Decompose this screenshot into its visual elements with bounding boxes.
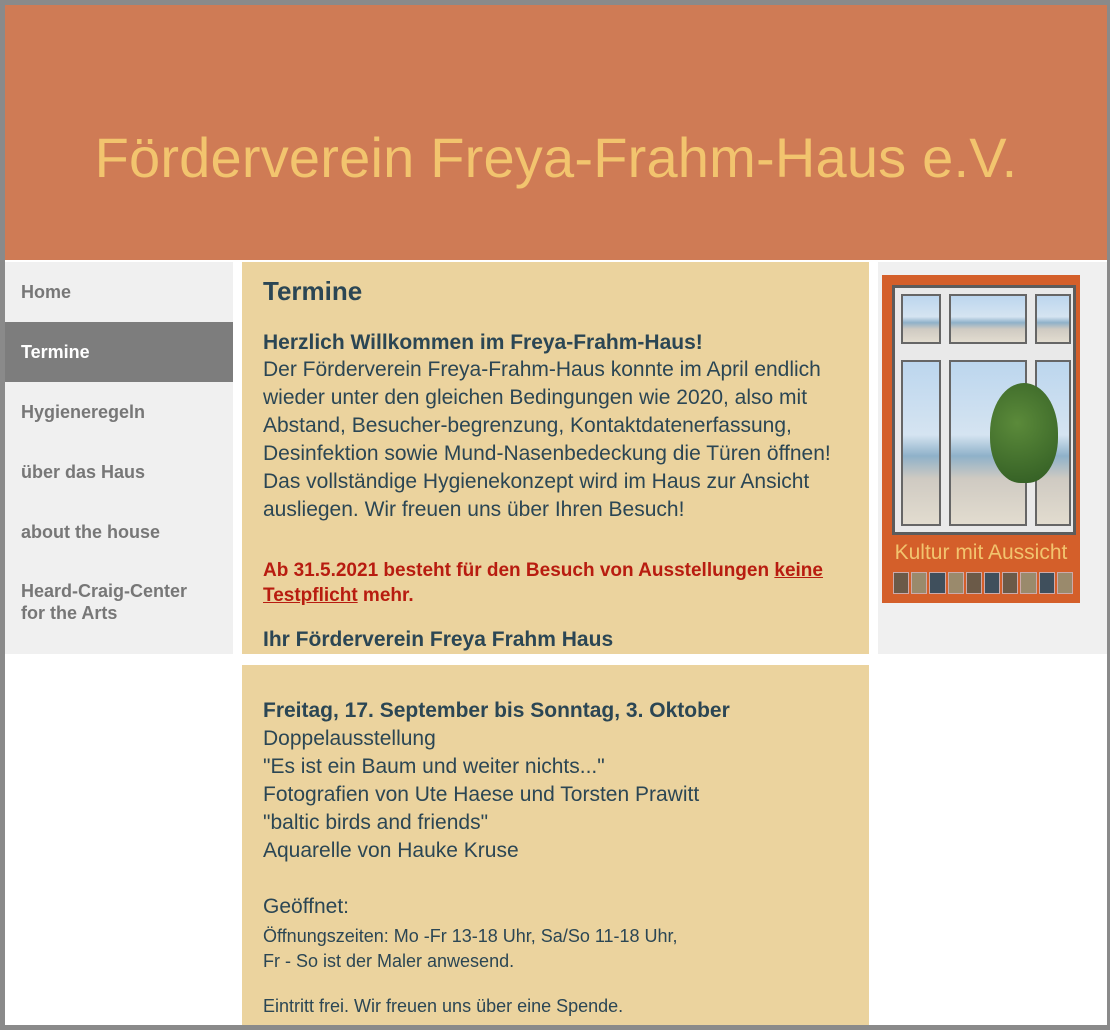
sidebar-nav	[5, 262, 233, 654]
nav-item-termine[interactable]: Termine	[5, 322, 233, 382]
opening-hours	[263, 924, 853, 974]
entry-note: Eintritt frei. Wir freuen uns über eine Spende.	[263, 996, 624, 1016]
right-panel	[878, 262, 1107, 654]
thumbnail	[911, 572, 927, 594]
nav-item-home[interactable]: Home	[21, 282, 72, 302]
thumbnail-strip	[893, 572, 1073, 594]
event-line: Doppelausstellung	[263, 727, 436, 750]
page-title: Termine	[263, 276, 363, 306]
thumbnail	[1057, 572, 1073, 594]
hours-line: Fr - So ist der Maler anwesend.	[263, 951, 515, 971]
event-line: Aquarelle von Hauke Kruse	[263, 839, 519, 862]
thumbnail	[1002, 572, 1018, 594]
window-pane	[901, 360, 941, 526]
event-card	[242, 665, 869, 1030]
window-pane	[1035, 294, 1071, 344]
nav-item-ueber-das-haus[interactable]: über das Haus	[21, 462, 146, 482]
notice-prefix: Ab 31.5.2021 besteht für den Besuch von Ausstellungen	[263, 560, 775, 581]
thumbnail	[893, 572, 909, 594]
hours-line: Öffnungszeiten: Mo -Fr 13-18 Uhr, Sa/So 11-18 Uhr,	[263, 926, 678, 946]
tree-image	[990, 383, 1058, 483]
nav-item-about-the-house[interactable]: about the house	[21, 522, 160, 542]
thumbnail	[984, 572, 1000, 594]
event-description	[263, 725, 853, 865]
welcome-card	[242, 262, 869, 654]
window-image	[892, 285, 1076, 535]
signature: Ihr Förderverein Freya Frahm Haus	[263, 628, 614, 651]
site-title: Förderverein Freya-Frahm-Haus e.V.	[94, 126, 1018, 189]
welcome-heading: Herzlich Willkommen im Freya-Frahm-Haus!	[263, 331, 703, 354]
thumbnail	[966, 572, 982, 594]
opening-label: Geöffnet:	[263, 895, 350, 918]
test-requirement-notice	[263, 558, 853, 608]
notice-suffix: mehr.	[357, 585, 414, 606]
thumbnail	[948, 572, 964, 594]
promo-banner[interactable]	[882, 275, 1080, 603]
event-line: "baltic birds and friends"	[263, 811, 489, 834]
window-pane	[901, 294, 941, 344]
thumbnail	[1020, 572, 1036, 594]
event-line: "Es ist ein Baum und weiter nichts..."	[263, 755, 605, 778]
event-date-range: Freitag, 17. September bis Sonntag, 3. Oktober	[263, 699, 730, 722]
nav-item-hygieneregeln[interactable]: Hygieneregeln	[21, 402, 146, 422]
welcome-body-text: Der Förderverein Freya-Frahm-Haus konnte im April endlich wieder unter den gleichen Bedingungen wie 2020, also mit Abstand, Besucher-begrenzung, Kontaktdatenerfassung, Desinfektion sowie Mund-Nasenbedeckung die Türen öffnen! Das vollständige Hygienekonzept wird im Haus zur Ansicht ausliegen. Wir freuen uns über Ihren Besuch!	[263, 358, 831, 521]
promo-caption: Kultur mit Aussicht	[894, 541, 1068, 564]
thumbnail	[929, 572, 945, 594]
nav-item-heard-craig-center[interactable]: Heard-Craig-Center for the Arts	[21, 581, 188, 623]
thumbnail	[1039, 572, 1055, 594]
no-test-requirement-link[interactable]: keine Testpflicht	[263, 560, 823, 606]
window-pane	[949, 294, 1027, 344]
site-header	[5, 5, 1107, 260]
event-line: Fotografien von Ute Haese und Torsten Prawitt	[263, 783, 700, 806]
